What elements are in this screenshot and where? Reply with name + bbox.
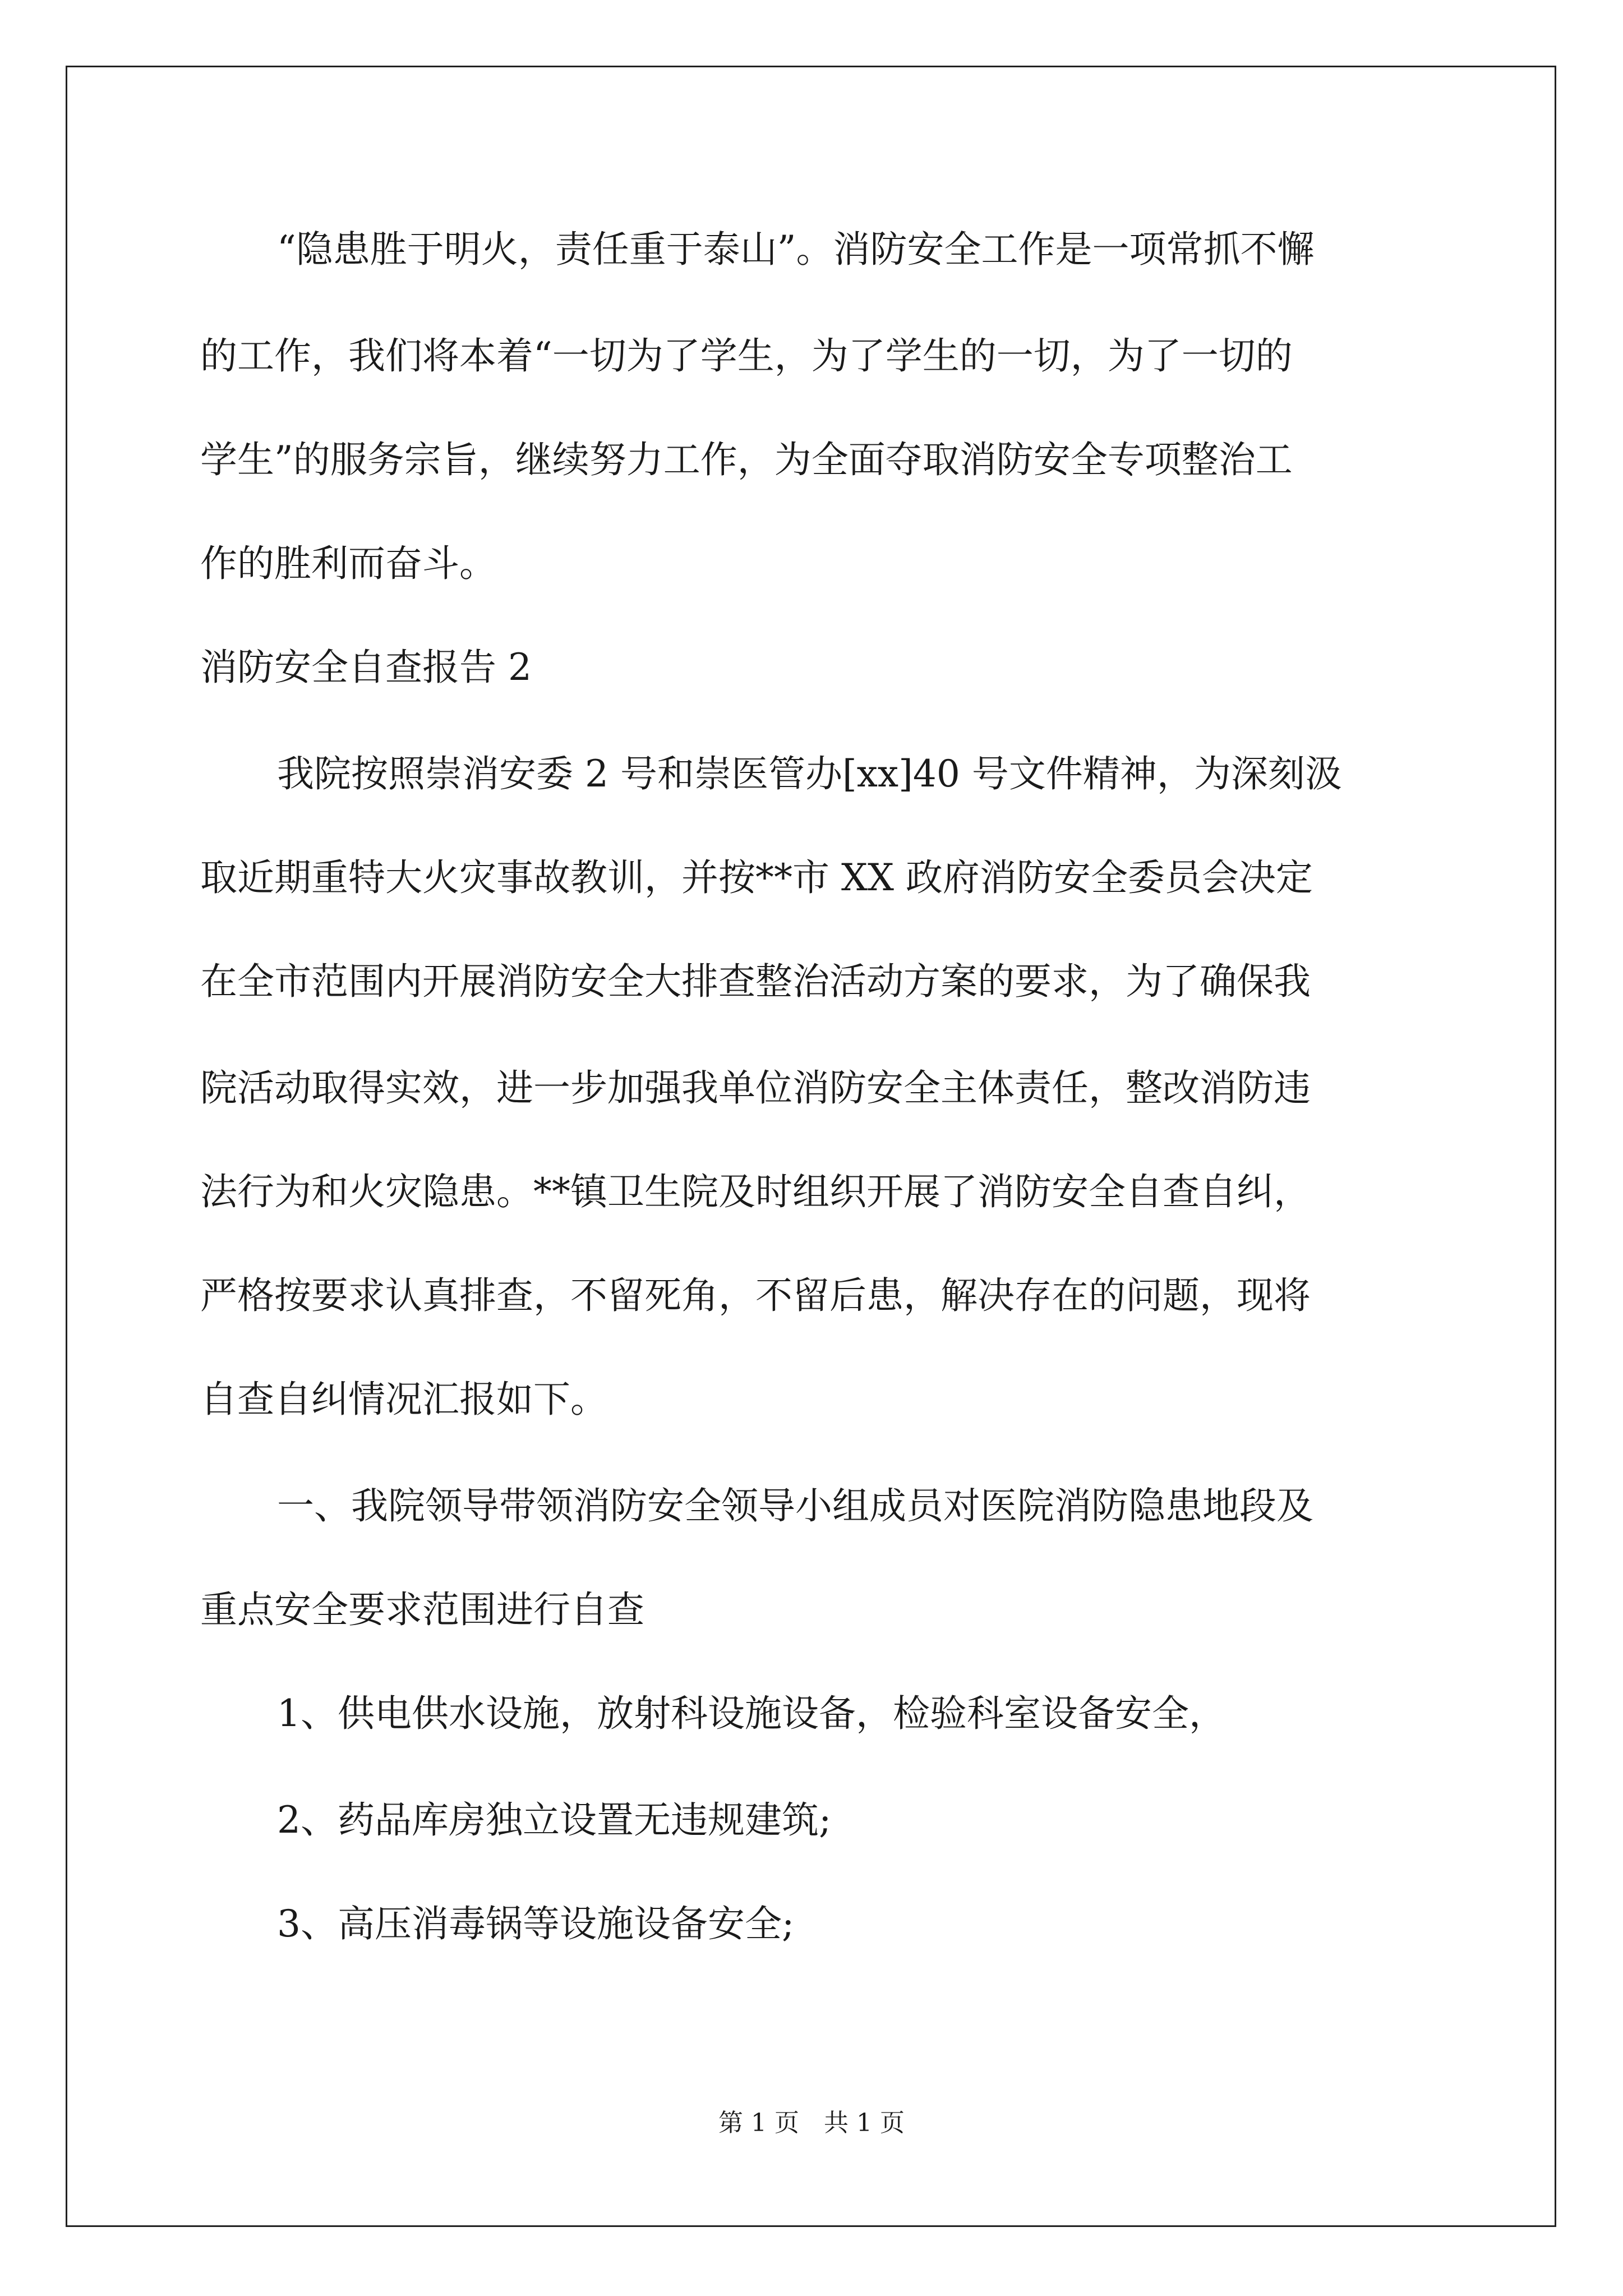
- paragraph-line: 学生”的服务宗旨，继续努力工作，为全面夺取消防安全专项整治工: [200, 438, 1293, 481]
- list-item: 3、高压消毒锅等设施设备安全;: [277, 1902, 795, 1945]
- paragraph-line: 法行为和火灾隐患。**镇卫生院及时组织开展了消防安全自查自纠，: [200, 1170, 1311, 1213]
- paragraph-line: 院活动取得实效，进一步加强我单位消防安全主体责任，整改消防违: [200, 1066, 1311, 1110]
- list-item: 1、供电供水设施，放射科设施设备，检验科室设备安全，: [277, 1692, 1226, 1735]
- paragraph-line: 的工作，我们将本着“一切为了学生，为了学生的一切，为了一切的: [200, 334, 1293, 378]
- paragraph-line: “隐患胜于明火，责任重于泰山”。消防安全工作是一项常抓不懈: [277, 228, 1315, 271]
- paragraph-line: 严格按要求认真排查，不留死角，不留后患，解决存在的问题，现将: [200, 1274, 1311, 1317]
- paragraph-line: 我院按照崇消安委 2 号和崇医管办[xx]40 号文件精神，为深刻汲: [277, 752, 1342, 795]
- paragraph-line: 重点安全要求范围进行自查: [200, 1588, 644, 1631]
- paragraph-line: 自查自纠情况汇报如下。: [200, 1378, 607, 1421]
- list-item: 2、药品库房独立设置无违规建筑;: [277, 1798, 832, 1842]
- page-footer: 第 1 页 共 1 页: [718, 2109, 905, 2137]
- paragraph-line: 在全市范围内开展消防安全大排查整治活动方案的要求，为了确保我: [200, 960, 1311, 1003]
- paragraph-line: 取近期重特大火灾事故教训，并按**市 XX 政府消防安全委员会决定: [200, 856, 1313, 899]
- paragraph-line: 作的胜利而奋斗。: [200, 542, 496, 585]
- paragraph-line: 一、我院领导带领消防安全领导小组成员对医院消防隐患地段及: [277, 1484, 1313, 1527]
- section-heading: 消防安全自查报告 2: [200, 646, 532, 689]
